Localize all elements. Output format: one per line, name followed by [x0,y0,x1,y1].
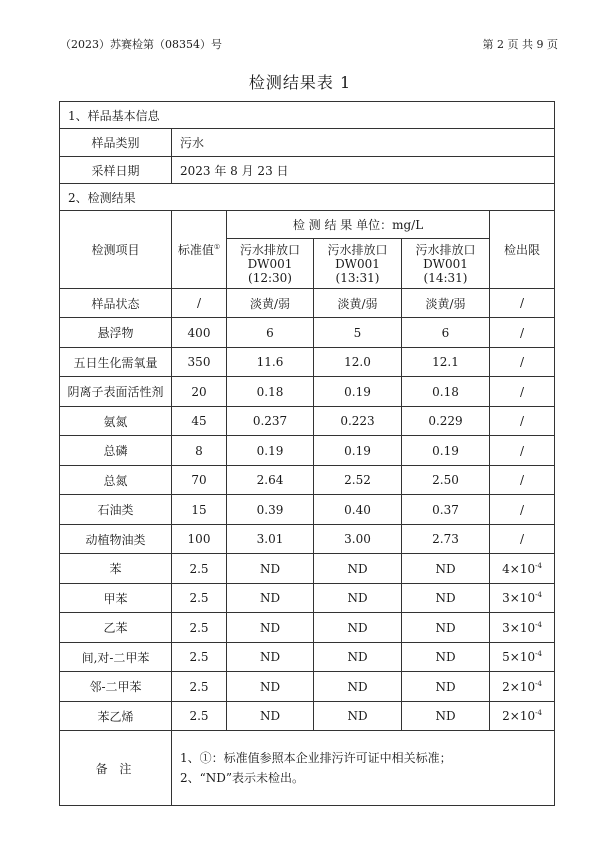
table-row: 苯乙烯 2.5 ND ND ND $2\times 10^{-4}$ [60,702,555,731]
col-header-limit: 检出限 [490,211,555,289]
col-header-point-1: 污水排放口 DW001 (12:30) [227,239,314,289]
table-row: 阴离子表面活性剂 20 0.18 0.19 0.18 / [60,377,555,407]
table-row: 动植物油类 100 3.01 3.00 2.73 / [60,525,555,554]
table-row: 样品状态 / 淡黄/弱 淡黄/弱 淡黄/弱 / [60,289,555,318]
sampling-date-label: 采样日期 [60,157,172,184]
note-line-2: 2、“ND”表示未检出。 [180,771,305,785]
section-1-heading: 1、样品基本信息 [60,102,555,129]
col-header-item: 检测项目 [60,211,172,289]
table-row: 苯 2.5 ND ND ND $4\times 10^{-4}$ [60,554,555,584]
table-row: 石油类 15 0.39 0.40 0.37 / [60,495,555,525]
page-indicator: 第 2 页 共 9 页 [482,38,558,51]
table-row: 五日生化需氧量 350 11.6 12.0 12.1 / [60,348,555,377]
note-line-1: 1、①：标准值参照本企业排污许可证中相关标准； [180,751,452,765]
table-row: 乙苯 2.5 ND ND ND $3\times 10^{-4}$ [60,613,555,643]
notes-content [172,731,555,806]
sample-type-label: 样品类别 [60,129,172,157]
table-row: 氨氮 45 0.237 0.223 0.229 / [60,407,555,436]
table-row: 间,对-二甲苯 2.5 ND ND ND $5\times 10^{-4}$ [60,643,555,672]
table-row: 总磷 8 0.19 0.19 0.19 / [60,436,555,466]
page-title: 检测结果表 1 [248,73,352,92]
table-row: 邻-二甲苯 2.5 ND ND ND $2\times 10^{-4}$ [60,672,555,702]
results-table [59,101,555,806]
standard-footnote-mark: ① [213,243,221,251]
report-number: （2023）苏赛检第（08354）号 [60,38,222,51]
notes-label: 备 注 [60,731,172,806]
table-row: 甲苯 2.5 ND ND ND $3\times 10^{-4}$ [60,584,555,613]
col-header-point-2: 污水排放口 DW001 (13:31) [314,239,402,289]
table-row: 总氮 70 2.64 2.52 2.50 / [60,466,555,495]
section-2-heading: 2、检测结果 [60,184,555,211]
sampling-date-value: 2023 年 8 月 23 日 [172,157,555,184]
sample-type-value: 污水 [172,129,555,157]
col-header-standard: 标准值① [172,211,227,289]
table-row: 悬浮物 400 6 5 6 / [60,318,555,348]
col-header-unit: 检 测 结 果 单位：mg/L [227,211,490,239]
col-header-point-3: 污水排放口 DW001 (14:31) [402,239,490,289]
